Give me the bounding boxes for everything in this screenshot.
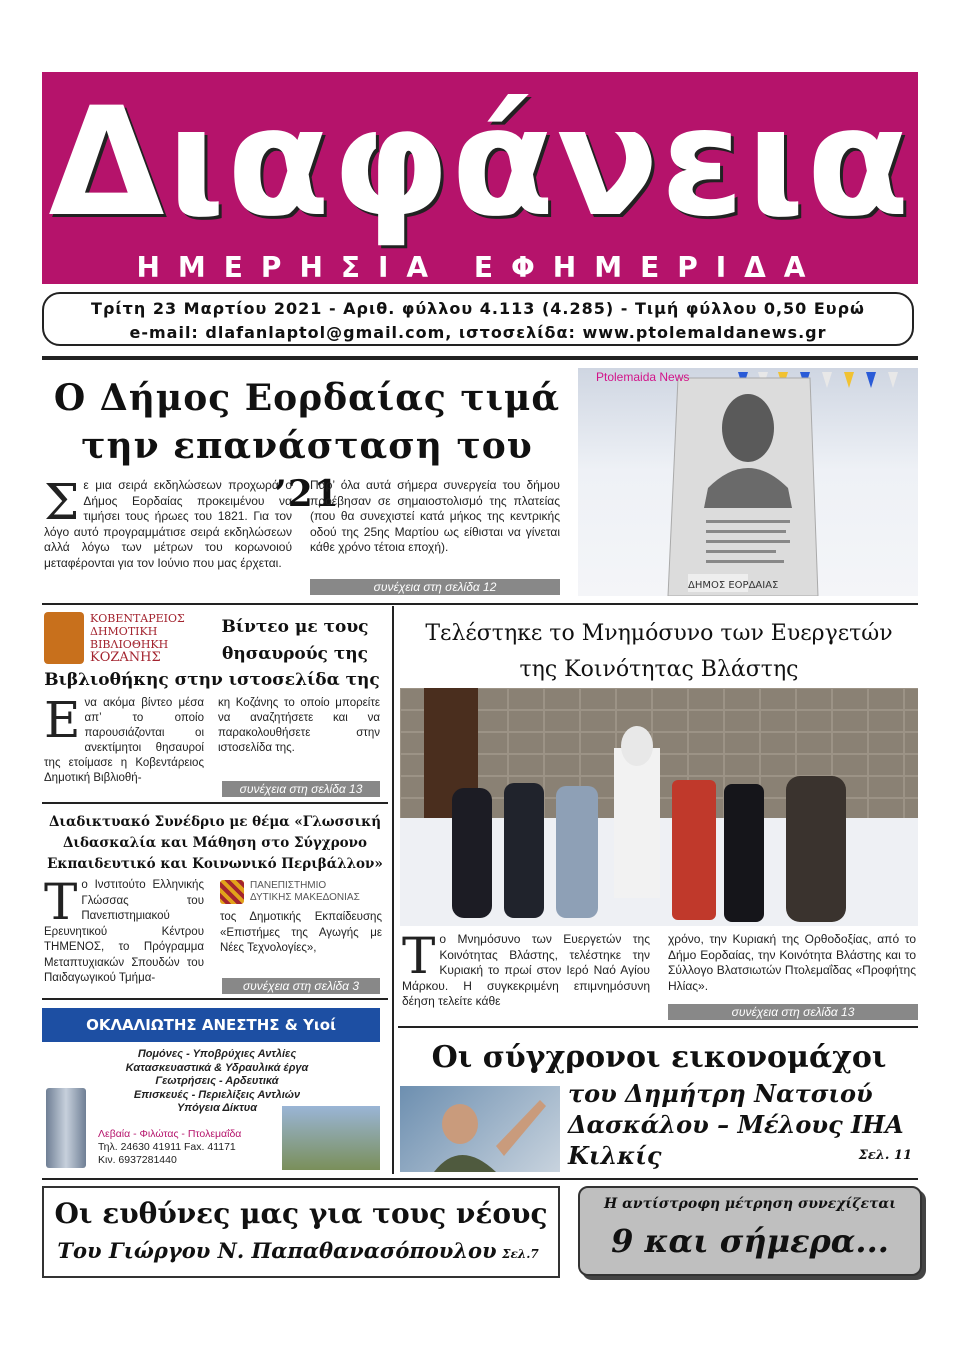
youth-author: Του Γιώργου Ν. Παπαθανασόπουλου	[57, 1238, 497, 1263]
library-col1: Ενα ακόμα βίντεο μέσα απ’ το οποίο παρουσιάζονται οι ανεκτίμητοι θησαυροί της ετοίμασε η Κοβεντάρειος Δημοτική Βιβλιοθή-	[44, 691, 204, 784]
ad-header: ΟΚΛΑΛΙΩΤΗΣ ΑΝΕΣΤΗΣ & Υιοί	[42, 1008, 380, 1042]
column-divider	[392, 606, 394, 1174]
countdown-label: Η αντίστροφη μέτρηση συνεχίζεται	[604, 1196, 896, 1212]
conference-col1: Το Ινστιτούτο Ελληνικής Γλώσσας του Πανεπιστημιακού Ερευνητικού Κέντρου ΤΗΜΕΝΟΣ, το Πρόγραμμα Μεταπτυχιακών Σπουδών του Παιδαγωγικού Τμήμα-	[44, 873, 204, 984]
divider	[42, 802, 388, 804]
memorial-scene	[400, 688, 918, 926]
ad-services: Πομόνες - Υποβρύχιες Αντλίες Κατασκευαστικά & Υδραυλικά έργα Γεωτρήσεις - Αρδευτικά Επισκευές - Περιελίξεις Αντλιών Υπόγεια Δίκτυα	[125, 1048, 309, 1114]
divider	[42, 998, 388, 1000]
iconoclasts-page: Σελ. 11	[858, 1148, 912, 1163]
divider	[398, 1026, 918, 1028]
divider	[42, 356, 918, 360]
library-logo: ΚΟΒΕΝΤΑΡΕΙΟΣ ΔΗΜΟΤΙΚΗ ΒΙΒΛΙΟΘΗΚΗ ΚΟΖΑΝΗΣ	[44, 612, 204, 666]
divider	[42, 1178, 918, 1180]
lead-col1: Σε μια σειρά εκδηλώσεων προχωρά ο Δήμος Εορδαίας προκειμένου να τιμήσει τους ήρωες του 1821. Για τον λόγο αυτό προγραμμάτισε σειρά εκδηλώσεων αλλά λόγω των μέτρων του κορωνοιού μεταφέρονται για τον Ιούνιο που μας έρχεται.	[44, 473, 292, 570]
library-col2: κη Κοζάνης το οποίο μπορείτε να αναζητήσετε και να παρακολουθήσετε στην ιστοσελίδα της.	[218, 697, 380, 754]
conference-headline: Διαδικτυακό Συνέδριο με θέμα «Γλωσσική Διδασκαλία και Μάθηση στο Σύγχρονο Εκπαιδευτικό και Κοινωνικό Περιβάλλον»	[47, 814, 383, 872]
lead-photo	[578, 368, 918, 596]
memorial-col2: χρόνο, την Κυριακή της Ορθοδοξίας, από το Δήμο Εορδαίας, την Κοινότητα Βλάστης και το Σύλλογο Βλατσιωτών Πτολεμαΐδας «Προφήτης Ηλίας».	[668, 932, 916, 993]
pump-image	[46, 1088, 86, 1168]
library-headline-bottom: Βιβλιοθήκης στην ιστοσελίδα της	[44, 670, 380, 690]
university-logo: ΠΑΝΕΠΙΣΤΗΜΙΟ ΔΥΤΙΚΗΣ ΜΑΚΕΔΟΝΙΑΣ	[220, 880, 382, 910]
pump-ad	[42, 1008, 380, 1170]
iconoclasts-headline: Οι σύγχρονοι εικονομάχοι	[431, 1040, 887, 1075]
countdown-box	[578, 1186, 922, 1276]
library-logo-icon	[44, 612, 84, 664]
monument-illustration	[578, 368, 918, 596]
lead-continued: συνέχεια στη σελίδα 12	[310, 579, 560, 595]
memorial-photo	[400, 688, 918, 926]
newspaper-title: Διαφάνεια	[48, 76, 912, 250]
dateline-issue: Τρίτη 23 Μαρτίου 2021 - Αριθ. φύλλου 4.113 (4.285) - Τιμή φύλλου 0,50 Ευρώ	[91, 299, 865, 318]
lead-headline-line1: Ο Δήμος Εορδαίας τιμά	[53, 377, 561, 419]
divider	[42, 603, 918, 605]
drilling-rig-image	[282, 1106, 380, 1170]
memorial-dropcap: Τ	[402, 927, 436, 985]
lead-dropcap: Σ	[44, 473, 80, 531]
iconoclasts-author: του Δημήτρη Νατσιού Δασκάλου – Μέλους ΙΗΑ Κιλκίς	[568, 1079, 904, 1170]
conference-dropcap: Τ	[44, 873, 78, 931]
conference-continued: συνέχεια στη σελίδα 3	[222, 978, 380, 994]
countdown-value: 9 και σήμερα...	[611, 1222, 889, 1260]
memorial-headline: Τελέστηκε το Μνημόσυνο των Ευεργετών της Κοινότητας Βλάστης	[425, 621, 893, 682]
library-dropcap: Ε	[44, 691, 81, 749]
memorial-continued: συνέχεια στη σελίδα 13	[668, 1004, 918, 1020]
library-headline-top: Βίντεο με τους θησαυρούς της	[221, 617, 369, 664]
library-continued: συνέχεια στη σελίδα 13	[222, 781, 380, 797]
author-photo	[400, 1086, 560, 1172]
ad-contact: Λεβαία - Φιλώτας - Πτολεμαΐδα Τηλ. 24630 41911 Fax. 41171 Κιν. 6937281440	[98, 1128, 242, 1166]
youth-page: Σελ.7	[502, 1247, 539, 1261]
masthead	[42, 72, 918, 284]
lead-headline-line2: την επανάσταση του ’21	[81, 425, 533, 515]
newspaper-subtitle: ΗΜΕΡΗΣΙΑ ΕΦΗΜΕΡΙΔΑ	[136, 251, 824, 284]
university-logo-icon	[220, 880, 244, 904]
photo-watermark: Ptolemaida News	[596, 370, 690, 384]
conference-col2: τος Δημοτικής Εκπαίδευσης «Επιστήμες της Αγωγής με Νέες Τεχνολογίες»,	[220, 911, 382, 954]
memorial-col1: Το Μνημόσυνο των Ευεργετών της Κοινότητας Βλάστης, τελέστηκε την Κυριακή το πρωί στον Ιερό Ναό Αγίου Μάρκου. Η συγκεκριμένη επιμνημόσυνη δέηση τελείτε κάθε	[402, 927, 650, 1008]
dimos-logo-text: ΔΗΜΟΣ ΕΟΡΔΑΙΑΣ	[688, 580, 779, 591]
lead-col2: Παρ’ όλα αυτά σήμερα συνεργεία του δήμου προέβησαν σε σημαιοστολισμό της πλατείας (που θα συνεχιστεί κατά μήκος της κεντρικής οδού της 25ης Μαρτίου ως είθισται να γίνεται κάθε χρόνο τέτοια εποχή).	[310, 478, 560, 554]
dateline-contact: e-mail: dlafanlaptol@gmail.com, ιστοσελίδα: www.ptolemaldanews.gr	[129, 323, 827, 342]
dateline-box	[42, 292, 914, 346]
youth-box	[42, 1186, 560, 1278]
youth-headline: Οι ευθύνες μας για τους νέους	[54, 1197, 548, 1230]
